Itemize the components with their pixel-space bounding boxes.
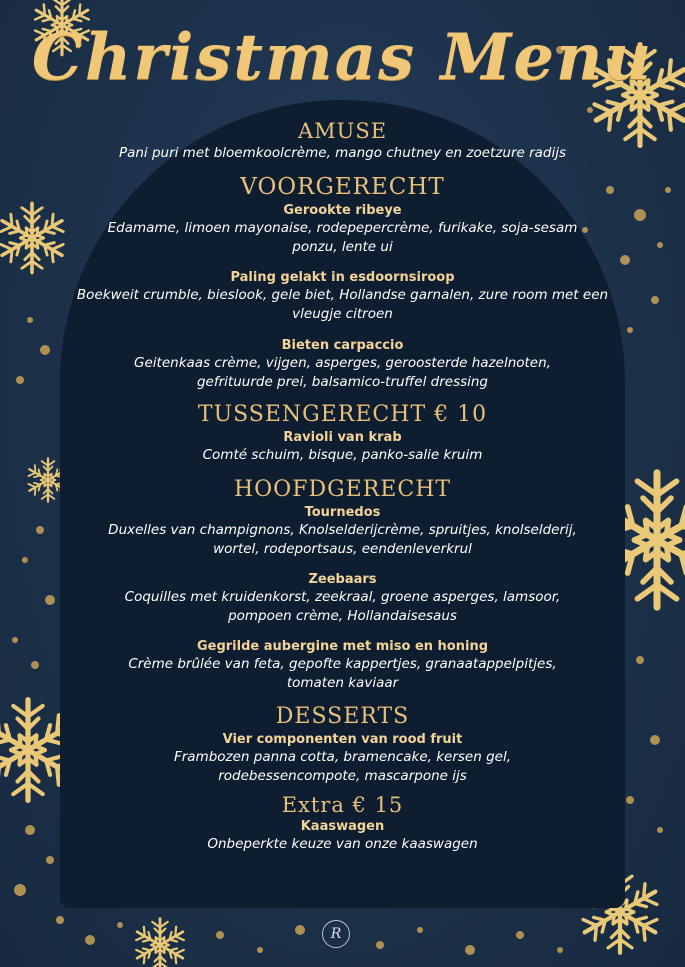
section-heading: HOOFDGERECHT bbox=[233, 477, 452, 502]
dish-description: Boekweit crumble, bieslook, gele biet, Hollandse garnalen, zure room met een vleugje citroen bbox=[76, 287, 609, 322]
dish bbox=[60, 504, 625, 559]
dish-description: Edamame, limoen mayonaise, rodepepercrème, furikake, soja-sesam ponzu, lente ui bbox=[107, 220, 578, 255]
section-heading: Extra € 15 bbox=[281, 793, 404, 817]
menu-content bbox=[60, 118, 625, 854]
section-desserts bbox=[60, 703, 625, 786]
dish bbox=[60, 638, 625, 693]
dish-name: Ravioli van krab bbox=[283, 430, 402, 445]
section-hoofdgerecht bbox=[60, 476, 625, 693]
section-heading: DESSERTS bbox=[275, 704, 410, 729]
dish-description: Crème brûlée van feta, gepofte kappertjes, granaatappelpitjes, tomaten kaviaar bbox=[128, 656, 557, 691]
dish bbox=[60, 337, 625, 392]
dish-description: Onbeperkte keuze van onze kaaswagen bbox=[207, 836, 478, 852]
dish-description: Frambozen panna cotta, bramencake, kersen gel, rodebessencompote, mascarpone ijs bbox=[173, 749, 512, 784]
dish-name: Tournedos bbox=[304, 505, 381, 520]
dish-name: Vier componenten van rood fruit bbox=[222, 732, 463, 747]
dish bbox=[60, 571, 625, 626]
snowflake-icon bbox=[1, 203, 63, 272]
dish-description: Duxelles van champignons, Knolselderijcrème, spruitjes, knolselderij, wortel, rodeportsaus, eendenleverkrul bbox=[108, 522, 577, 557]
snowflake-icon bbox=[136, 919, 184, 967]
dish-description: Pani puri met bloemkoolcrème, mango chutney en zoetzure radijs bbox=[118, 145, 567, 161]
dish bbox=[60, 269, 625, 324]
section-tussengerecht bbox=[60, 401, 625, 465]
section-heading: AMUSE bbox=[297, 119, 388, 143]
dish-description: Comté schuim, bisque, panko-salie kruim bbox=[202, 447, 483, 463]
dish bbox=[60, 202, 625, 257]
dish-description: Coquilles met kruidenkorst, zeekraal, groene asperges, lamsoor, pompoen crème, Hollandaisesaus bbox=[124, 589, 561, 624]
section-extra bbox=[60, 792, 625, 854]
dish-name: Zeebaars bbox=[308, 572, 377, 587]
dish-name: Gerookte ribeye bbox=[283, 203, 402, 218]
section-heading: VOORGERECHT bbox=[240, 174, 445, 200]
dish-name: Gegrilde aubergine met miso en honing bbox=[196, 639, 489, 654]
restaurant-logo-icon: R bbox=[322, 920, 350, 948]
dish-description: Geitenkaas crème, vijgen, asperges, geroosterde hazelnoten, gefrituurde prei, balsamico-truffel dressing bbox=[134, 355, 551, 390]
dish-name: Bieten carpaccio bbox=[281, 338, 404, 353]
section-voorgerecht bbox=[60, 172, 625, 392]
section-heading: TUSSENGERECHT € 10 bbox=[197, 402, 488, 427]
page-title: Christmas Menu bbox=[31, 20, 654, 95]
section-amuse bbox=[60, 118, 625, 163]
dish-name: Paling gelakt in esdoornsiroop bbox=[230, 270, 455, 285]
dish-name: Kaaswagen bbox=[300, 819, 385, 834]
